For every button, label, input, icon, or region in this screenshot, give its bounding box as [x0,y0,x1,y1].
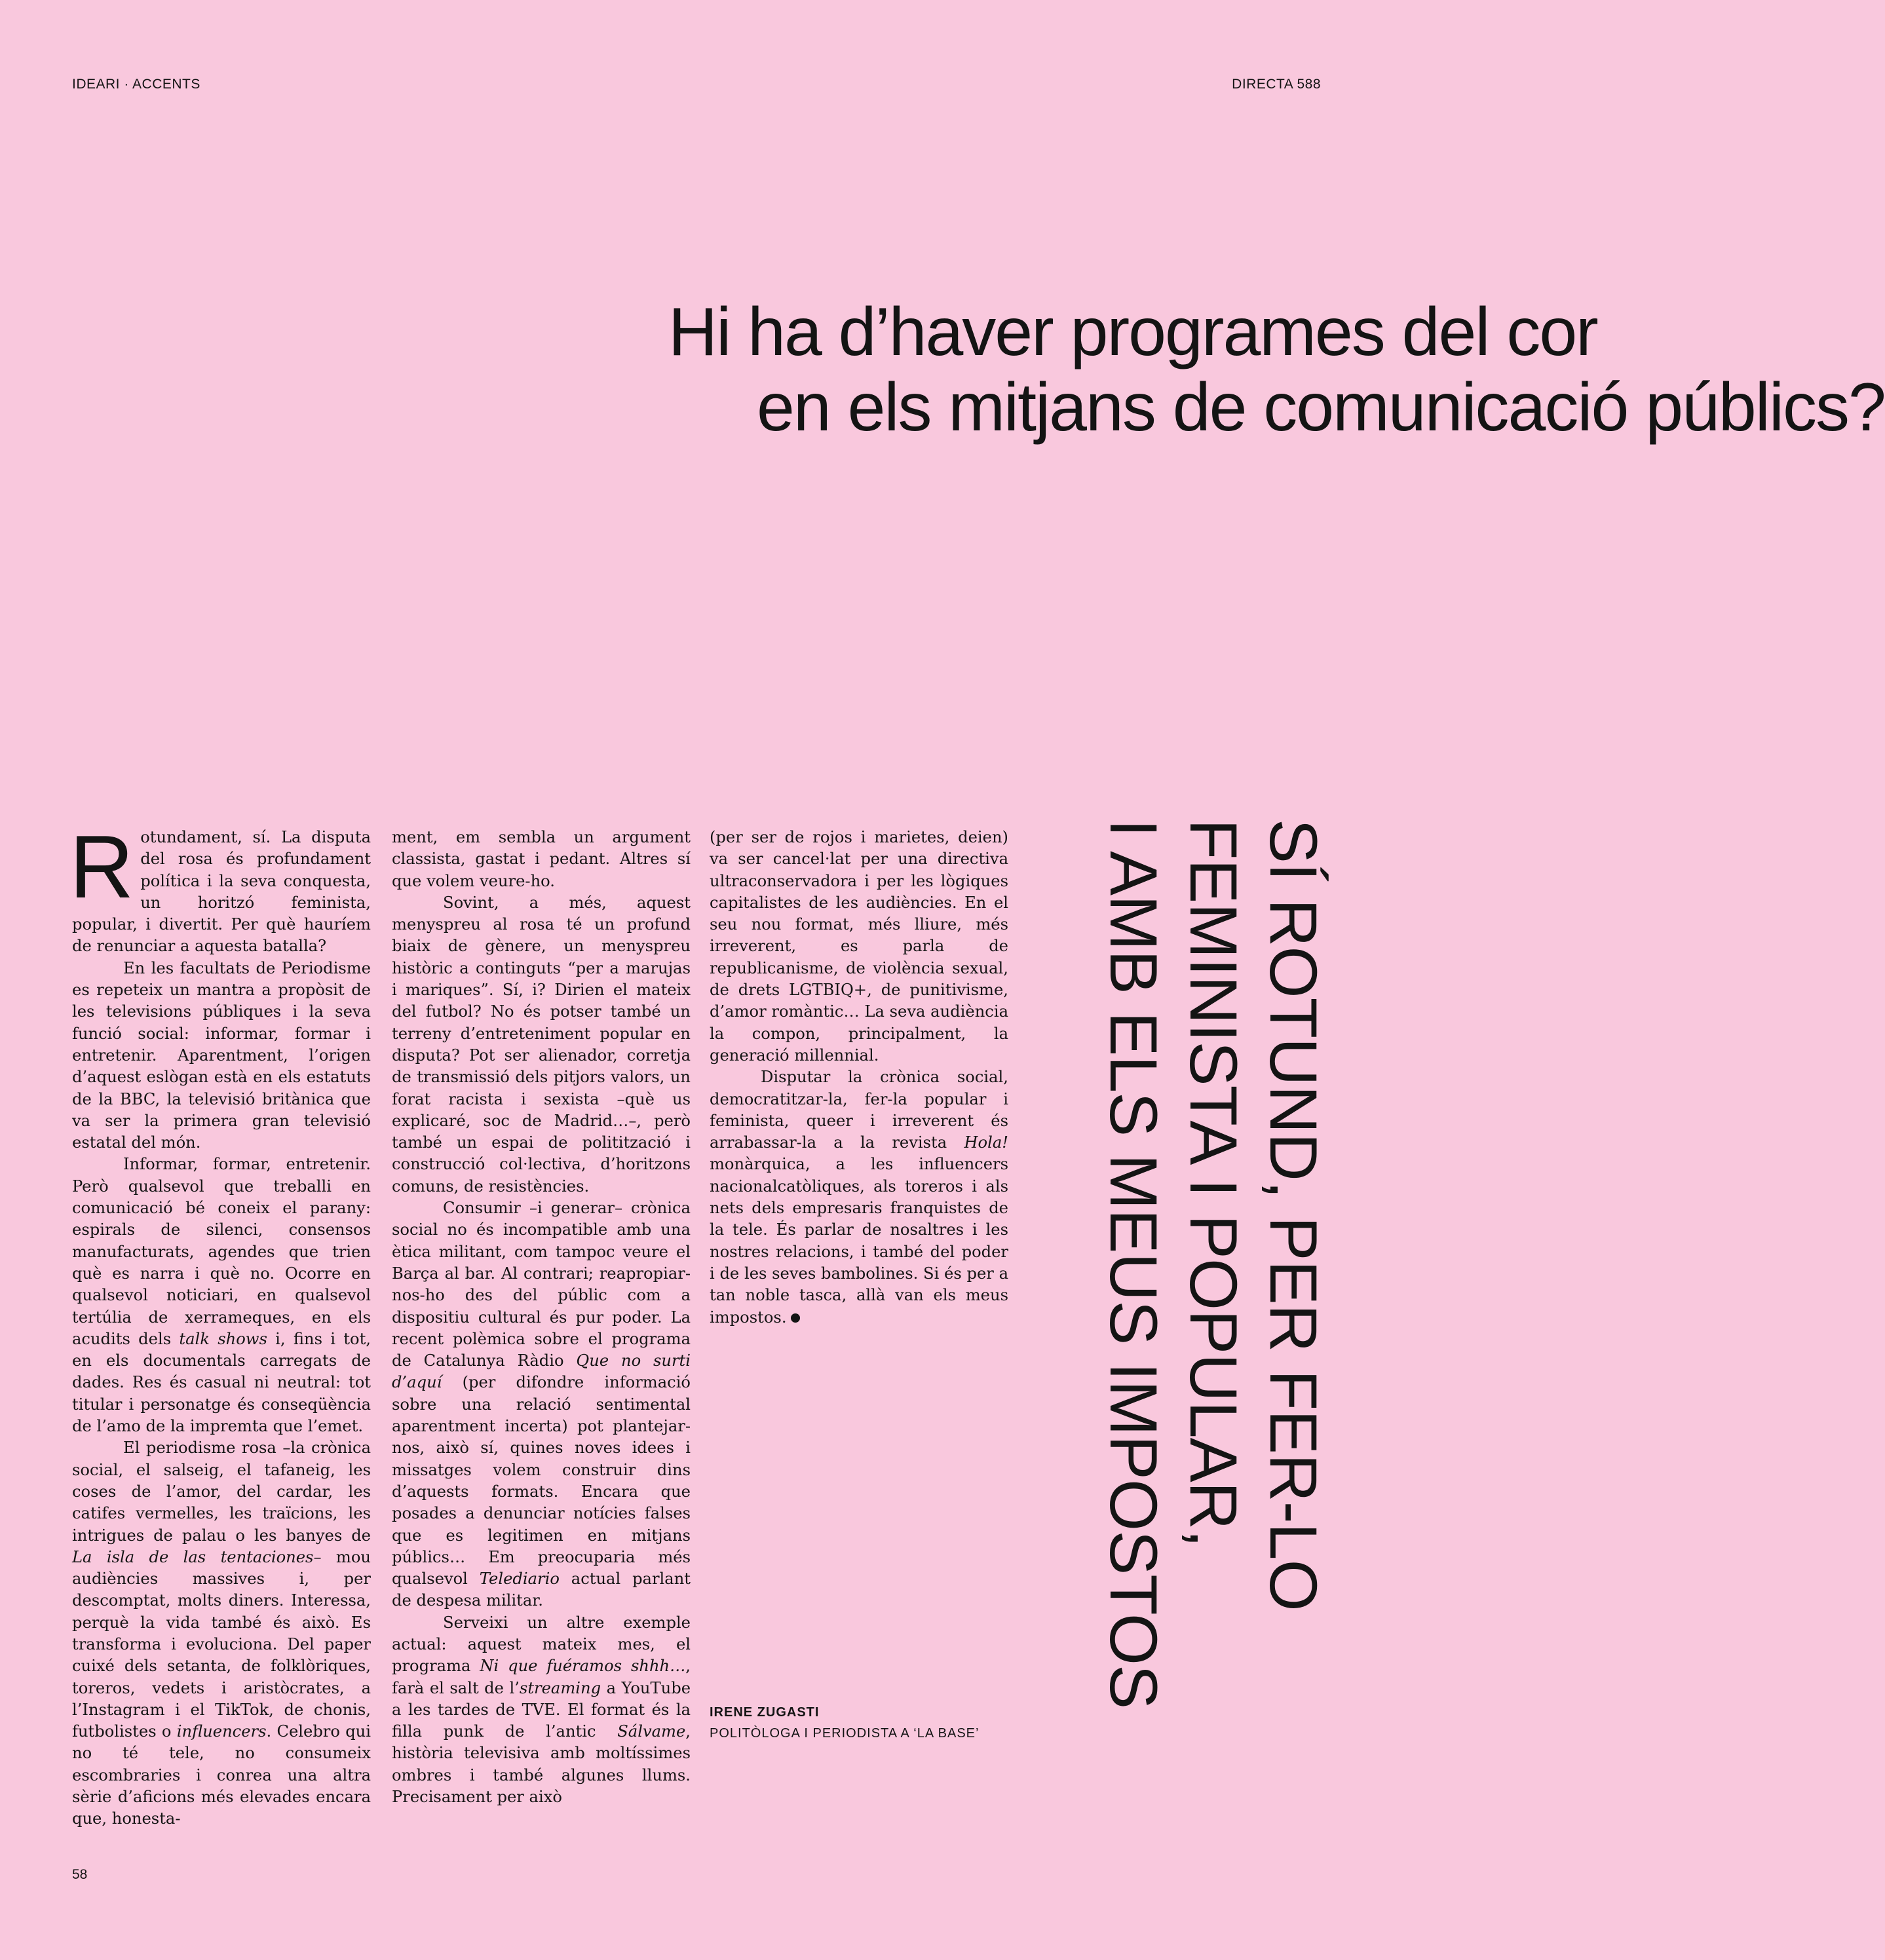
italic-text: talk shows [179,1329,267,1348]
headline-line-1: Hi ha d’haver programes del cor [668,294,1597,370]
paragraph-text: – mou audiències massives i, per descomptat, molts diners. Interessa, perquè la vida també és això. Es transforma i evoluciona. Del paper cuixé dels setanta, de folklòriques, toreros, vedets i aristòcrates, a l’Instagram i el TikTok, de chonis, futbolistes o [72,1547,371,1741]
italic-text: Hola! [964,1133,1008,1152]
headline [668,294,1885,445]
paragraph [72,1154,371,1437]
paragraph [69,817,371,958]
italic-text: streaming [519,1678,601,1697]
pull-quote-line-2: FEMINISTA I POPULAR, [1176,819,1251,1547]
author-name: IRENE ZUGASTI [710,1705,820,1720]
author-byline [710,1702,979,1744]
article-column-2 [392,827,691,1808]
paragraph-text: monàrquica, a les influencers nacionalcatòliques, als toreros i als nets dels empresaris franquistes de la tele. És parlar de nosaltres i les nostres relacions, i també del poder i de les seves bambolines. Si és per a tan noble tasca, allà van els meus impostos. [710,1155,1008,1327]
italic-text: Que no surti d’aquí [392,1351,691,1392]
paragraph-text: actual parlant de despesa militar. [392,1570,691,1610]
paragraph-text: Consumir –i generar– crònica social no és incompatible amb una ètica militant, com tampoc veure el Barça al bar. Al contrari; reapropiar-nos-ho des del públic com a dispositiu cultural és pur poder. La recent polèmica sobre el programa de Catalunya Ràdio [392,1199,691,1370]
paragraph-text: Informar, formar, entretenir. Però qualsevol que treballi en comunicació bé coneix el parany: espirals de silenci, consensos manufacturats, agendes que trien què es narra i què no. Ocorre en qualsevol noticiari, en qualsevol tertúlia de xerrameques, en els acudits dels [72,1155,371,1348]
paragraph-text: Serveixi un altre exemple actual: aquest mateix mes, el programa [392,1613,691,1676]
paragraph [72,1437,371,1830]
paragraph [710,1066,1008,1329]
italic-text: influencers [176,1722,267,1741]
paragraph-text: Disputar la crònica social, democratitzar-la, fer-la popular i feminista, queer i irreverent és arrabassar-la a la revista [710,1068,1008,1152]
paragraph: (per ser de rojos i marietes, deien) va ser cancel·lat per una directiva ultraconservadora i per les lògiques capitalistes de les audiències. En el seu nou format, més lliure, més irreverent, es parla de republicanisme, de violència sexual, de drets LGTBIQ+, de punitivisme, d’amor romàntic… La seva audiència la compon, principalment, la generació millennial. [710,828,1008,1065]
article-column-3 [710,827,1008,1329]
pull-quote-line-3: I AMB ELS MEUS IMPOSTOS [1096,819,1171,1709]
paragraph: En les facultats de Periodisme es repeteix un mantra a propòsit de les televisions públiques i la seva funció social: informar, formar i entretenir. Aparentment, l’origen d’aquest eslògan està en els estatuts de la BBC, la televisió britànica que va ser la primera gran televisió estatal del món. [72,958,371,1152]
pull-quote-text [1091,819,1333,1749]
italic-text: La isla de las tentaciones [72,1547,314,1566]
pull-quote [1091,819,1333,1749]
issue-label: DIRECTA 588 [1232,77,1321,92]
paragraph-text: . Celebro qui no té tele, no consumeix escombraries i conrea una altra sèrie d’aficions més elevades encara que, honesta- [72,1722,371,1828]
paragraph-text: , farà el salt de l’ [392,1657,691,1697]
paragraph-text: El periodisme rosa –la crònica social, el salseig, el tafaneig, les coses de l’amor, del cardar, les catifes vermelles, les traïcions, les intrigues de palau o les banyes de [72,1439,371,1545]
headline-line-2: en els mitjans de comunicació públics? [757,369,1885,445]
italic-text: Ni que fuéramos shhh… [480,1657,686,1676]
paragraph: ment, em sembla un argument classista, gastat i pedant. Altres sí que volem veure-ho. [392,828,691,890]
article-column-1 [69,817,371,1830]
section-label: IDEARI · ACCENTS [72,77,200,92]
author-role: POLITÒLOGA I PERIODISTA A ‘LA BASE’ [710,1726,980,1741]
italic-text: Telediario [479,1570,560,1589]
paragraph-text: , història televisiva amb moltíssimes ombres i també algunes llums. Precisament per això [392,1722,691,1807]
page-number: 58 [72,1867,88,1882]
paragraph: Sovint, a més, aquest menyspreu al rosa té un profund biaix de gènere, un menyspreu històric a continguts “per a marujas i mariques”. Sí, i? Dirien el mateix del futbol? No és potser també un terreny d’entreteniment popular en disputa? Pot ser alienador, corretja de transmissió dels pitjors valors, un forat racista i sexista –què us explicaré, soc de Madrid…–, però també un espai de politització i construcció col·lectiva, d’horitzons comuns, de resistències. [392,893,691,1196]
pull-quote-line-1: SÍ ROTUND, PER FER-LO [1256,819,1331,1611]
paragraph-text: (per difondre informació sobre una relació sentimental aparentment incerta) pot plantejar-nos, això sí, quines noves idees i missatges volem construir dins d’aquests formats. Encara que posades a denunciar notícies falses que es legitimen en mitjans públics… Em preocuparia més qualsevol [392,1373,691,1589]
paragraph-text: i, fins i tot, en els documentals carregats de dades. Res és casual ni neutral: tot titular i personatge és conseqüència de l’amo de la impremta que l’emet. [72,1329,371,1436]
italic-text: Sálvame [617,1722,686,1741]
drop-cap: R [69,817,134,916]
end-mark-icon [791,1313,800,1323]
paragraph [392,1197,691,1612]
paragraph-text: a YouTube a les tardes de TVE. El format és la filla punk de l’antic [392,1678,691,1741]
paragraph [392,1612,691,1809]
paragraph-text: otundament, sí. La disputa del rosa és profundament política i la seva conquesta, un horitzó feminista, popular, i divertit. Per què hauríem de renunciar a aquesta batalla? [72,828,371,956]
